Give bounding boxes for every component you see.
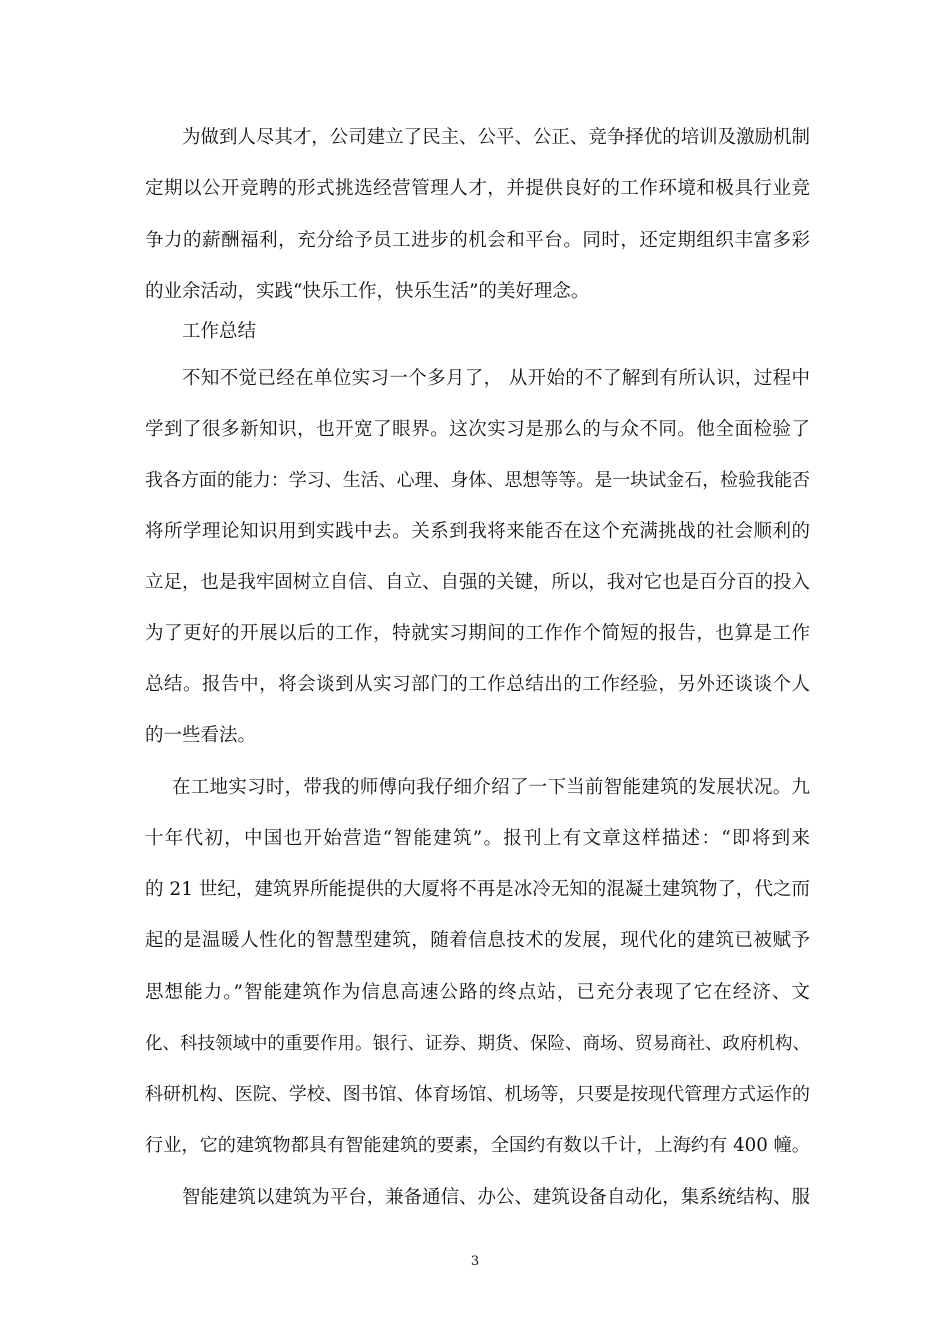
paragraph-line: 立足，也是我牢固树立自信、自立、自强的关键，所以，我对它也是百分百的投入: [145, 572, 810, 593]
paragraph-line: 起的是温暖人性化的智慧型建筑，随着信息技术的发展，现代化的建筑已被赋予: [145, 930, 810, 951]
paragraph-line: 在工地实习时，带我的师傅向我仔细介绍了一下当前智能建筑的发展状况。九: [172, 777, 810, 798]
paragraph-line: 为做到人尽其才，公司建立了民主、公平、公正、竞争择优的培训及激励机制: [182, 127, 810, 148]
paragraph-line: 不知不觉已经在单位实习一个多月了， 从开始的不了解到有所认识，过程中: [182, 368, 810, 389]
paragraph-line: 的 21 世纪，建筑界所能提供的大厦将不再是冰冷无知的混凝土建筑物了，代之而: [145, 879, 810, 900]
paragraph-line: 科研机构、医院、学校、图书馆、体育场馆、机场等，只要是按现代管理方式运作的: [145, 1084, 810, 1105]
paragraph-line: 的一些看法。: [145, 725, 257, 746]
paragraph-line: 将所学理论知识用到实践中去。关系到我将来能否在这个充满挑战的社会顺利的: [145, 521, 810, 542]
paragraph-line: 的业余活动，实践“快乐工作，快乐生活”的美好理念。: [145, 281, 590, 302]
paragraph-line: 为了更好的开展以后的工作，特就实习期间的工作作个简短的报告，也算是工作: [145, 623, 810, 644]
paragraph-line: 思想能力。”智能建筑作为信息高速公路的终点站，已充分表现了它在经济、文: [145, 982, 810, 1003]
section-heading: 工作总结: [182, 321, 257, 342]
paragraph-line: 智能建筑以建筑为平台，兼备通信、办公、建筑设备自动化，集系统结构、服: [182, 1187, 810, 1208]
paragraph-line: 总结。报告中，将会谈到从实习部门的工作总结出的工作经验，另外还谈谈个人: [145, 674, 810, 695]
paragraph-line: 化、科技领域中的重要作用。银行、证券、期货、保险、商场、贸易商社、政府机构、: [145, 1034, 810, 1054]
paragraph-line: 定期以公开竞聘的形式挑选经营管理人才，并提供良好的工作环境和极具行业竞: [145, 178, 810, 199]
page-number: 3: [470, 1254, 480, 1269]
paragraph-line: 行业，它的建筑物都具有智能建筑的要素，全国约有数以千计，上海约有 400 幢。: [145, 1135, 810, 1156]
paragraph-line: 我各方面的能力：学习、生活、心理、身体、思想等等。是一块试金石，检验我能否: [145, 470, 810, 491]
paragraph-line: 学到了很多新知识，也开宽了眼界。这次实习是那么的与众不同。他全面检验了: [145, 419, 810, 440]
paragraph-line: 争力的薪酬福利，充分给予员工进步的机会和平台。同时，还定期组织丰富多彩: [145, 230, 810, 251]
paragraph-line: 十年代初，中国也开始营造“智能建筑”。报刊上有文章这样描述：“即将到来: [145, 828, 810, 849]
